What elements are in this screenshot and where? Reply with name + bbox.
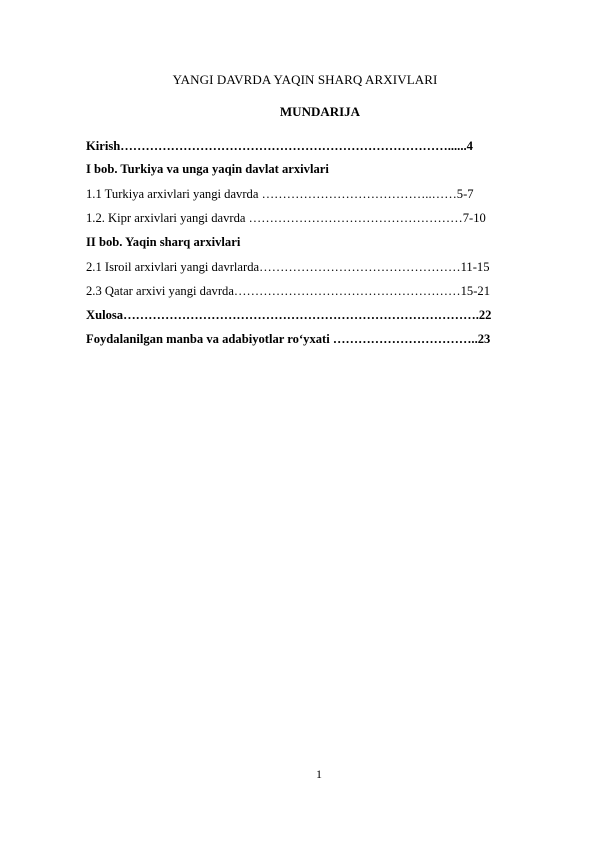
document-title: YANGI DAVRDA YAQIN SHARQ ARXIVLARI xyxy=(172,72,438,87)
toc-chapter-2: II bob. Yaqin sharq arxivlari xyxy=(86,235,241,249)
toc-heading: MUNDARIJA xyxy=(279,104,361,119)
page-number: 1 xyxy=(316,767,322,781)
toc-entry-2-1: 2.1 Isroil arxivlari yangi davrlarda…………………………………………11-15 xyxy=(86,260,490,274)
toc-entry-1-2: 1.2. Kipr arxivlari yangi davrda ……………………………………………7-10 xyxy=(86,211,486,225)
toc-entry-references: Foydalanilgan manba va adabiyotlar ro‘yxati ……………………………..23 xyxy=(86,332,491,346)
toc-chapter-1: I bob. Turkiya va unga yaqin davlat arxivlari xyxy=(86,162,329,176)
toc-entry-2-3: 2.3 Qatar arxivi yangi davrda………………………………………………15-21 xyxy=(86,284,490,298)
toc-entry-kirish: Kirish……………………………………………………………………......4 xyxy=(86,139,473,153)
toc-entry-1-1: 1.1 Turkiya arxivlari yangi davrda …………………………………..……5-7 xyxy=(86,187,474,201)
toc-entry-xulosa: Xulosa………………………………………………………………………….22 xyxy=(86,308,492,322)
